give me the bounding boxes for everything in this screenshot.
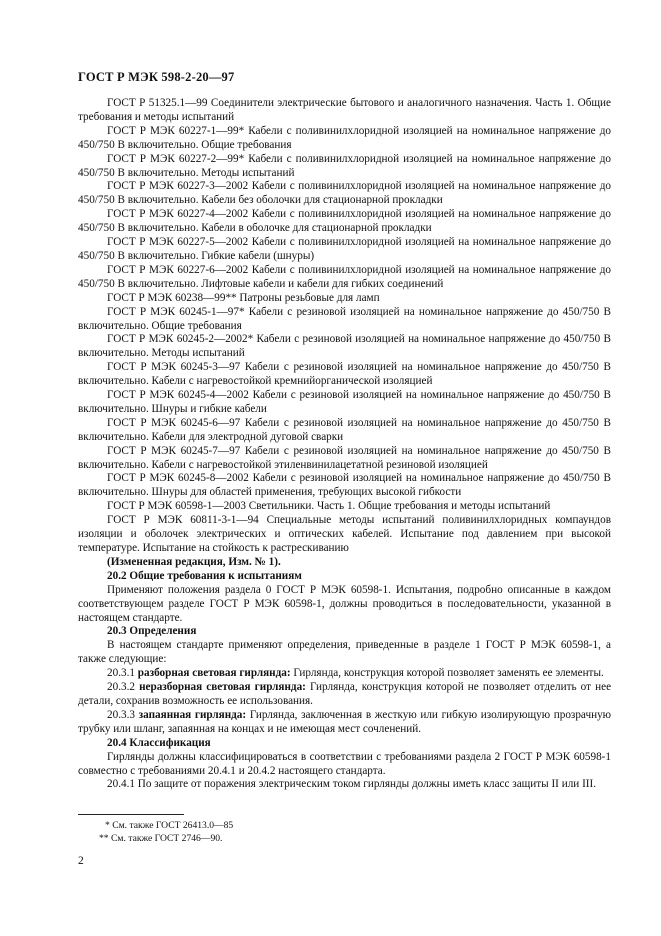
reference-item: ГОСТ Р МЭК 60811-3-1—94 Специальные методы испытаний поливинилхлоридных компаундов изоляции и оболочек электрических и оптических кабелей. Испытание под давлением при высокой температуре. Испытание на стойкость к растрескиванию bbox=[78, 514, 611, 554]
footnote-divider bbox=[78, 814, 184, 815]
reference-item: ГОСТ Р МЭК 60227-3—2002 Кабели с поливинилхлоридной изоляцией на номинальное напряжение до 450/750 В включительно. Кабели без оболочки для стационарной прокладки bbox=[78, 180, 611, 207]
reference-item: ГОСТ Р МЭК 60227-5—2002 Кабели с поливинилхлоридной изоляцией на номинальное напряжение до 450/750 В включительно. Гибкие кабели (шнуры) bbox=[78, 236, 611, 262]
page-number: 2 bbox=[78, 855, 84, 867]
definition-number: 20.3.3 bbox=[107, 708, 135, 721]
reference-item: ГОСТ Р МЭК 60245-4—2002 Кабели с резиновой изоляцией на номинальное напряжение до 450/750 В включительно. Шнуры и гибкие кабели bbox=[78, 389, 611, 415]
section-heading-20-2: 20.2 Общие требования к испытаниям bbox=[107, 569, 302, 582]
definition-number: 20.3.2 bbox=[107, 681, 135, 694]
amendment-note: (Измененная редакция, Изм. № 1). bbox=[107, 555, 281, 568]
definition-20-3-1 bbox=[78, 667, 611, 681]
reference-item: ГОСТ Р МЭК 60245-7—97 Кабели с резиновой изоляцией на номинальное напряжение до 450/750 В включительно. Кабели с нагревостойкой этиленвинилацетатной резиновой изоляцией bbox=[78, 444, 611, 471]
page-header-title: ГОСТ Р МЭК 598-2-20—97 bbox=[78, 70, 235, 84]
section-text-20-4: Гирлянды должны классифицироваться в соответствии с требованиями раздела 2 ГОСТ Р МЭК 60598-1 совместно с требованиями 20.4.1 и 20.4.2 настоящего стандарта. bbox=[78, 750, 611, 777]
definition-text: Гирлянда, конструкция которой не позволяет отделить от нее детали, сохранив возможность ее использования. bbox=[78, 681, 612, 707]
section-text-20-2: Применяют положения раздела 0 ГОСТ Р МЭК 60598-1. Испытания, подробно описанные в каждом соответствующем разделе ГОСТ Р МЭК 60598-1, должны проводиться в последовательности, указанной в настоящем стандарте. bbox=[78, 583, 611, 624]
definition-term: разборная световая гирлянда: bbox=[137, 667, 291, 680]
definition-term: неразборная световая гирлянда: bbox=[139, 681, 306, 694]
footnote-item: ** См. также ГОСТ 2746—90. bbox=[99, 832, 223, 844]
definition-20-3-3 bbox=[78, 709, 611, 737]
reference-item: ГОСТ Р МЭК 60238—99** Патроны резьбовые для ламп bbox=[107, 291, 380, 304]
reference-item: ГОСТ Р МЭК 60227-2—99* Кабели с поливинилхлоридной изоляцией на номинальное напряжение до 450/750 В включительно. Методы испытаний bbox=[78, 152, 611, 179]
reference-item: ГОСТ Р 51325.1—99 Соединители электрические бытового и аналогичного назначения. Часть 1. Общие требования и методы испытаний bbox=[78, 97, 611, 123]
footnote-item: * См. также ГОСТ 26413.0—85 bbox=[105, 820, 234, 831]
definition-term: запаянная гирлянда: bbox=[138, 708, 247, 721]
reference-item: ГОСТ Р МЭК 60598-1—2003 Светильники. Часть 1. Общие требования и методы испытаний bbox=[107, 500, 551, 513]
clause-20-4-1: 20.4.1 По защите от поражения электрическим током гирлянды должны иметь класс защиты II или III. bbox=[107, 778, 597, 791]
reference-item: ГОСТ Р МЭК 60245-8—2002 Кабели с резиновой изоляцией на номинальное напряжение до 450/750 В включительно. Шнуры для областей применения, требующих высокой гибкости bbox=[78, 472, 611, 499]
reference-item: ГОСТ Р МЭК 60245-1—97* Кабели с резиновой изоляцией на номинальное напряжение до 450/750 В включительно. Общие требования bbox=[78, 305, 611, 332]
reference-item: ГОСТ Р МЭК 60227-6—2002 Кабели с поливинилхлоридной изоляцией на номинальное напряжение до 450/750 В включительно. Лифтовые кабели и кабели для гибких соединений bbox=[78, 263, 611, 290]
reference-item: ГОСТ Р МЭК 60227-4—2002 Кабели с поливинилхлоридной изоляцией на номинальное напряжение до 450/750 В включительно. Кабели в оболочке для стационарной прокладки bbox=[78, 208, 611, 235]
section-text-20-3: В настоящем стандарте применяют определения, приведенные в разделе 1 ГОСТ Р МЭК 60598-1, а также следующие: bbox=[78, 639, 611, 666]
reference-item: ГОСТ Р МЭК 60227-1—99* Кабели с поливинилхлоридной изоляцией на номинальное напряжение до 450/750 В включительно. Общие требования bbox=[78, 124, 611, 151]
definition-text: Гирлянда, конструкция которой позволяет заменять ее элементы. bbox=[293, 667, 604, 680]
definition-text: Гирлянда, заключенная в жесткую или гибкую изолирующую прозрачную трубку или шланг, запаянная на концах и не имеющая мест сочленений. bbox=[78, 708, 612, 735]
reference-item: ГОСТ Р МЭК 60245-2—2002* Кабели с резиновой изоляцией на номинальное напряжение до 450/750 В включительно. Методы испытаний bbox=[78, 333, 611, 360]
reference-item: ГОСТ Р МЭК 60245-3—97 Кабели с резиновой изоляцией на номинальное напряжение до 450/750 В включительно. Кабели с нагревостойкой кремнийорганической изоляцией bbox=[78, 361, 611, 388]
section-heading-20-4: 20.4 Классификация bbox=[107, 736, 211, 749]
reference-item: ГОСТ Р МЭК 60245-6—97 Кабели с резиновой изоляцией на номинальное напряжение до 450/750 В включительно. Кабели для электродной дуговой сварки bbox=[78, 416, 611, 443]
document-body bbox=[78, 97, 611, 792]
footnotes bbox=[78, 820, 611, 845]
definition-20-3-2 bbox=[78, 681, 611, 709]
definition-number: 20.3.1 bbox=[107, 667, 135, 680]
section-heading-20-3: 20.3 Определения bbox=[107, 625, 197, 638]
